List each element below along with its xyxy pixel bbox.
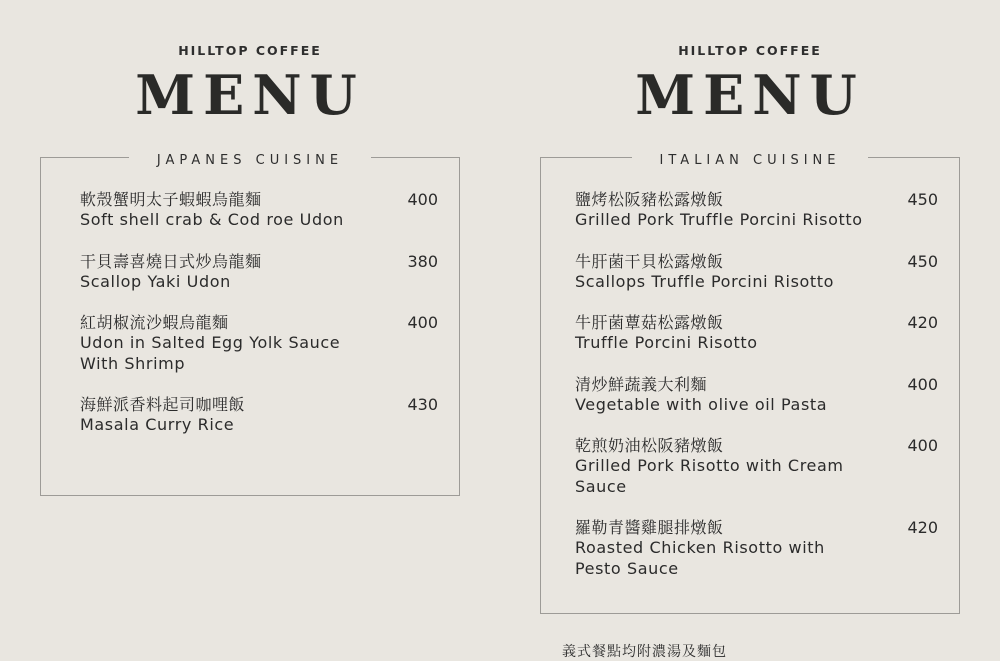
item-name-zh: 乾煎奶油松阪豬燉飯 <box>575 436 724 455</box>
item-price: 400 <box>907 436 938 455</box>
item-name-en: Scallops Truffle Porcini Risotto <box>575 271 835 291</box>
item-price: 450 <box>907 251 938 271</box>
item-name-en: Udon in Salted Egg Yolk Sauce With Shrimp <box>80 333 341 373</box>
item-name-zh: 牛肝菌蕈菇松露燉飯 <box>575 313 724 332</box>
item-price: 420 <box>907 518 938 537</box>
item-name-zh: 鹽烤松阪豬松露燉飯 <box>575 190 724 209</box>
item-name-en: Grilled Pork Truffle Porcini Risotto <box>575 210 863 229</box>
footer-note: 義式餐點均附濃湯及麵包 <box>562 644 727 660</box>
menu-title: MENU <box>135 63 365 127</box>
item-price: 380 <box>407 251 438 271</box>
cuisine-label: JAPANES CUISINE <box>129 153 371 168</box>
menu-item <box>80 189 438 231</box>
item-name-en: Grilled Pork Risotto with Cream Sauce <box>575 456 844 496</box>
item-name-en: Vegetable with olive oil Pasta <box>575 394 828 414</box>
menu-items <box>575 189 938 599</box>
menu-item <box>575 312 938 354</box>
item-name-en: Masala Curry Rice <box>80 415 235 434</box>
item-price: 430 <box>407 395 438 414</box>
menu-items <box>80 189 438 456</box>
item-name-zh: 海鮮派香料起司咖哩飯 <box>80 395 246 414</box>
item-price: 400 <box>407 190 438 209</box>
item-name-zh: 清炒鮮蔬義大利麵 <box>575 374 708 394</box>
menu-title: MENU <box>635 63 865 127</box>
menu-item <box>80 251 438 293</box>
cuisine-label: ITALIAN CUISINE <box>632 153 869 168</box>
item-name-en: Soft shell crab & Cod roe Udon <box>80 210 344 229</box>
menu-item <box>575 374 938 416</box>
item-name-en: Roasted Chicken Risotto with Pesto Sauce <box>575 538 825 578</box>
brand-name: HILLTOP COFFEE <box>178 43 322 58</box>
menu-item <box>80 312 438 374</box>
item-price: 450 <box>907 190 938 209</box>
item-price: 420 <box>907 313 938 332</box>
menu-item <box>575 189 938 231</box>
item-name-zh: 牛肝菌干貝松露燉飯 <box>575 251 724 271</box>
menu-item <box>575 517 938 579</box>
item-name-zh: 紅胡椒流沙蝦烏龍麵 <box>80 313 229 332</box>
cuisine-heading <box>540 149 960 168</box>
item-price: 400 <box>407 313 438 332</box>
item-name-en: Truffle Porcini Risotto <box>575 333 758 352</box>
item-name-zh: 干貝壽喜燒日式炒烏龍麵 <box>80 251 262 271</box>
item-name-zh: 軟殼蟹明太子蝦蝦烏龍麵 <box>80 190 262 209</box>
cuisine-heading <box>40 149 460 168</box>
menu-item <box>575 435 938 497</box>
menu-item <box>80 394 438 436</box>
item-price: 400 <box>907 374 938 394</box>
item-name-en: Scallop Yaki Udon <box>80 271 231 291</box>
item-name-zh: 羅勒青醬雞腿排燉飯 <box>575 518 724 537</box>
brand-name: HILLTOP COFFEE <box>678 43 822 58</box>
menu-item <box>575 251 938 293</box>
